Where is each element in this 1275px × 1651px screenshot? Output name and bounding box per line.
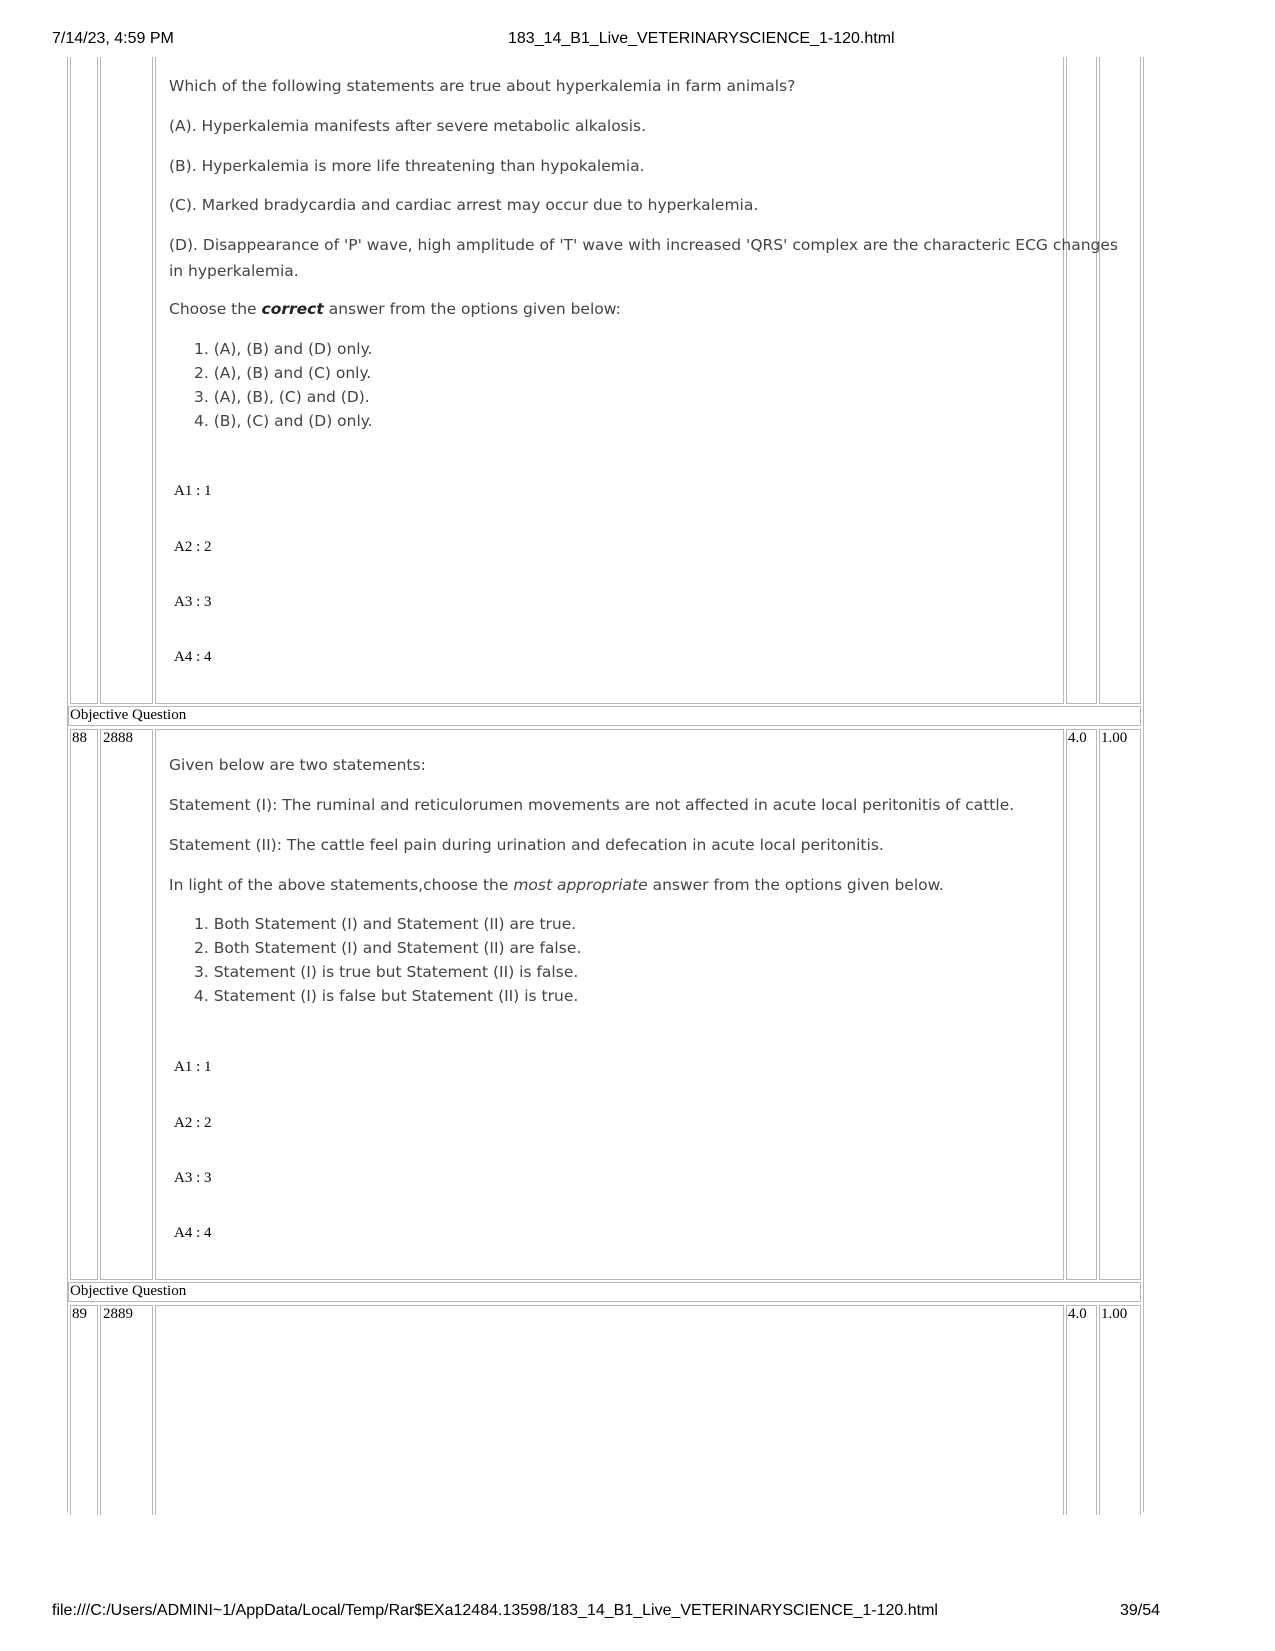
q89-marks-cell (1066, 1305, 1097, 1515)
q88-instruction: In light of the above statements,choose the most appropriate answer from the options given below. (169, 876, 944, 894)
q88-statement-2: Statement (II): The cattle feel pain during urination and defecation in acute local peritonitis. (169, 836, 884, 854)
q88-id-cell (100, 729, 153, 1280)
q88-marks: 4.0 (1068, 730, 1087, 746)
q88-negative-marks: 1.00 (1101, 730, 1128, 746)
q87-negative-cell (1099, 57, 1141, 704)
section-label: Objective Question (70, 1283, 187, 1299)
q88-answer-2: A2 : 2 (174, 1115, 212, 1131)
q88-answer-3: A3 : 3 (174, 1170, 212, 1186)
q88-id: 2888 (103, 730, 133, 746)
q87-option-1: 1. (A), (B) and (D) only. (194, 340, 373, 358)
print-file-path: file:///C:/Users/ADMINI~1/AppData/Local/Temp/Rar$EXa12484.13598/183_14_B1_Live_VETERINARYSCIENCE_1-120.html (52, 1602, 938, 1619)
q87-answer-1: A1 : 1 (174, 483, 212, 499)
q88-option-2: 2. Both Statement (I) and Statement (II) are false. (194, 939, 582, 957)
q89-number-cell (70, 1305, 98, 1515)
q88-answer-1: A1 : 1 (174, 1059, 212, 1075)
q88-stem: Given below are two statements: (169, 756, 426, 774)
q88-number-cell (70, 729, 98, 1280)
q88-negative-cell (1099, 729, 1141, 1280)
q88-marks-cell (1066, 729, 1097, 1280)
q89-content-cell (155, 1305, 1064, 1515)
q87-option-2: 2. (A), (B) and (C) only. (194, 364, 372, 382)
q89-number: 89 (72, 1306, 87, 1322)
q87-marks-cell (1066, 57, 1097, 704)
q88-number: 88 (72, 730, 87, 746)
q89-id: 2889 (103, 1306, 133, 1322)
section-label-row (68, 1282, 1141, 1302)
print-title: 183_14_B1_Live_VETERINARYSCIENCE_1-120.html (508, 30, 895, 47)
q89-negative-marks: 1.00 (1101, 1306, 1128, 1322)
q89-negative-cell (1099, 1305, 1141, 1515)
q88-option-3: 3. Statement (I) is true but Statement (II) is false. (194, 963, 579, 981)
q87-statement-b: (B). Hyperkalemia is more life threatening than hypokalemia. (169, 157, 645, 175)
section-label-row (68, 706, 1141, 726)
q87-id-cell (100, 57, 153, 704)
q87-instruction: Choose the correct answer from the options given below: (169, 300, 621, 318)
table-border-right (1143, 57, 1144, 1512)
q88-statement-1: Statement (I): The ruminal and reticulorumen movements are not affected in acute local peritonitis of cattle. (169, 796, 1015, 814)
q88-option-1: 1. Both Statement (I) and Statement (II) are true. (194, 915, 577, 933)
q87-answer-4: A4 : 4 (174, 649, 212, 665)
print-datetime: 7/14/23, 4:59 PM (52, 30, 174, 47)
q87-answer-2: A2 : 2 (174, 539, 212, 555)
q87-statement-c: (C). Marked bradycardia and cardiac arrest may occur due to hyperkalemia. (169, 196, 759, 214)
q89-id-cell (100, 1305, 153, 1515)
q87-answer-3: A3 : 3 (174, 594, 212, 610)
section-label: Objective Question (70, 707, 187, 723)
q88-answer-4: A4 : 4 (174, 1225, 212, 1241)
q87-option-4: 4. (B), (C) and (D) only. (194, 412, 373, 430)
q87-statement-a: (A). Hyperkalemia manifests after severe metabolic alkalosis. (169, 117, 647, 135)
q89-marks: 4.0 (1068, 1306, 1087, 1322)
q87-option-3: 3. (A), (B), (C) and (D). (194, 388, 370, 406)
q88-option-4: 4. Statement (I) is false but Statement (II) is true. (194, 987, 579, 1005)
q87-stem: Which of the following statements are true about hyperkalemia in farm animals? (169, 77, 796, 95)
q87-number-cell (70, 57, 98, 704)
q87-statement-d: (D). Disappearance of 'P' wave, high amplitude of 'T' wave with increased 'QRS' complex are the characteric ECG changes in hyperkalemia. (169, 236, 1118, 280)
print-page-number: 39/54 (1120, 1602, 1161, 1619)
